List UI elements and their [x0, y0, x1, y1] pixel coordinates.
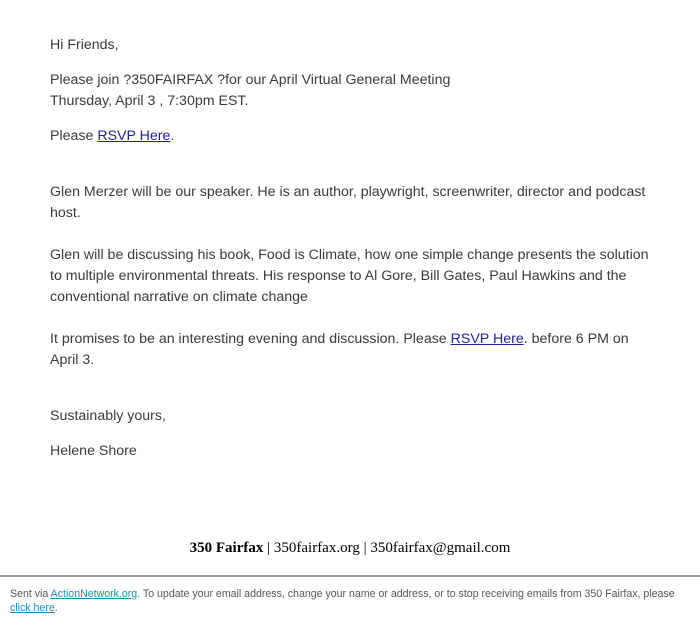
invite-paragraph	[50, 70, 660, 112]
greeting: Hi Friends,	[50, 37, 119, 53]
click-here-link[interactable]: click here	[10, 602, 55, 614]
unsubscribe-text: . To update your email address, change your name or address, or to stop receiving emails from 350 Fairfax, please	[137, 588, 675, 600]
invite-line-1: Please join ?350FAIRFAX ?for our April Virtual General Meeting	[50, 72, 451, 88]
org-email: 350fairfax@gmail.com	[370, 540, 511, 556]
promise-suffix: . before 6 PM on April 3.	[50, 331, 629, 368]
org-website: 350fairfax.org	[273, 540, 360, 556]
rsvp-suffix: .	[170, 128, 175, 144]
footer-divider	[0, 575, 700, 577]
org-separator-2: |	[359, 540, 371, 556]
rsvp-link-2[interactable]: RSVP Here	[450, 331, 524, 347]
system-footer	[10, 587, 690, 615]
rsvp-paragraph	[50, 126, 660, 147]
promise-prefix: It promises to be an interesting evening and discussion. Please	[50, 331, 451, 347]
actionnetwork-link[interactable]: ActionNetwork.org	[50, 588, 138, 600]
org-footer	[0, 540, 700, 557]
speaker-paragraph: Glen Merzer will be our speaker. He is an author, playwright, screenwriter, director and podcast host.	[50, 184, 646, 221]
invite-line-2: Thursday, April 3 , 7:30pm EST.	[50, 93, 249, 109]
signature: Helene Shore	[50, 443, 137, 459]
footer-suffix: .	[54, 602, 58, 614]
email-body	[50, 35, 660, 462]
org-name: 350 Fairfax	[189, 540, 264, 556]
sent-via-text: Sent via	[10, 588, 51, 600]
promise-paragraph	[50, 329, 660, 371]
rsvp-prefix: Please	[50, 128, 98, 144]
signoff: Sustainably yours,	[50, 408, 166, 424]
book-paragraph: Glen will be discussing his book, Food is Climate, how one simple change presents the solution to multiple environmental threats. His response to Al Gore, Bill Gates, Paul Hawkins and the conventional narrative on climate change	[50, 247, 649, 305]
org-separator-1: |	[263, 540, 274, 556]
rsvp-link[interactable]: RSVP Here	[97, 128, 171, 144]
